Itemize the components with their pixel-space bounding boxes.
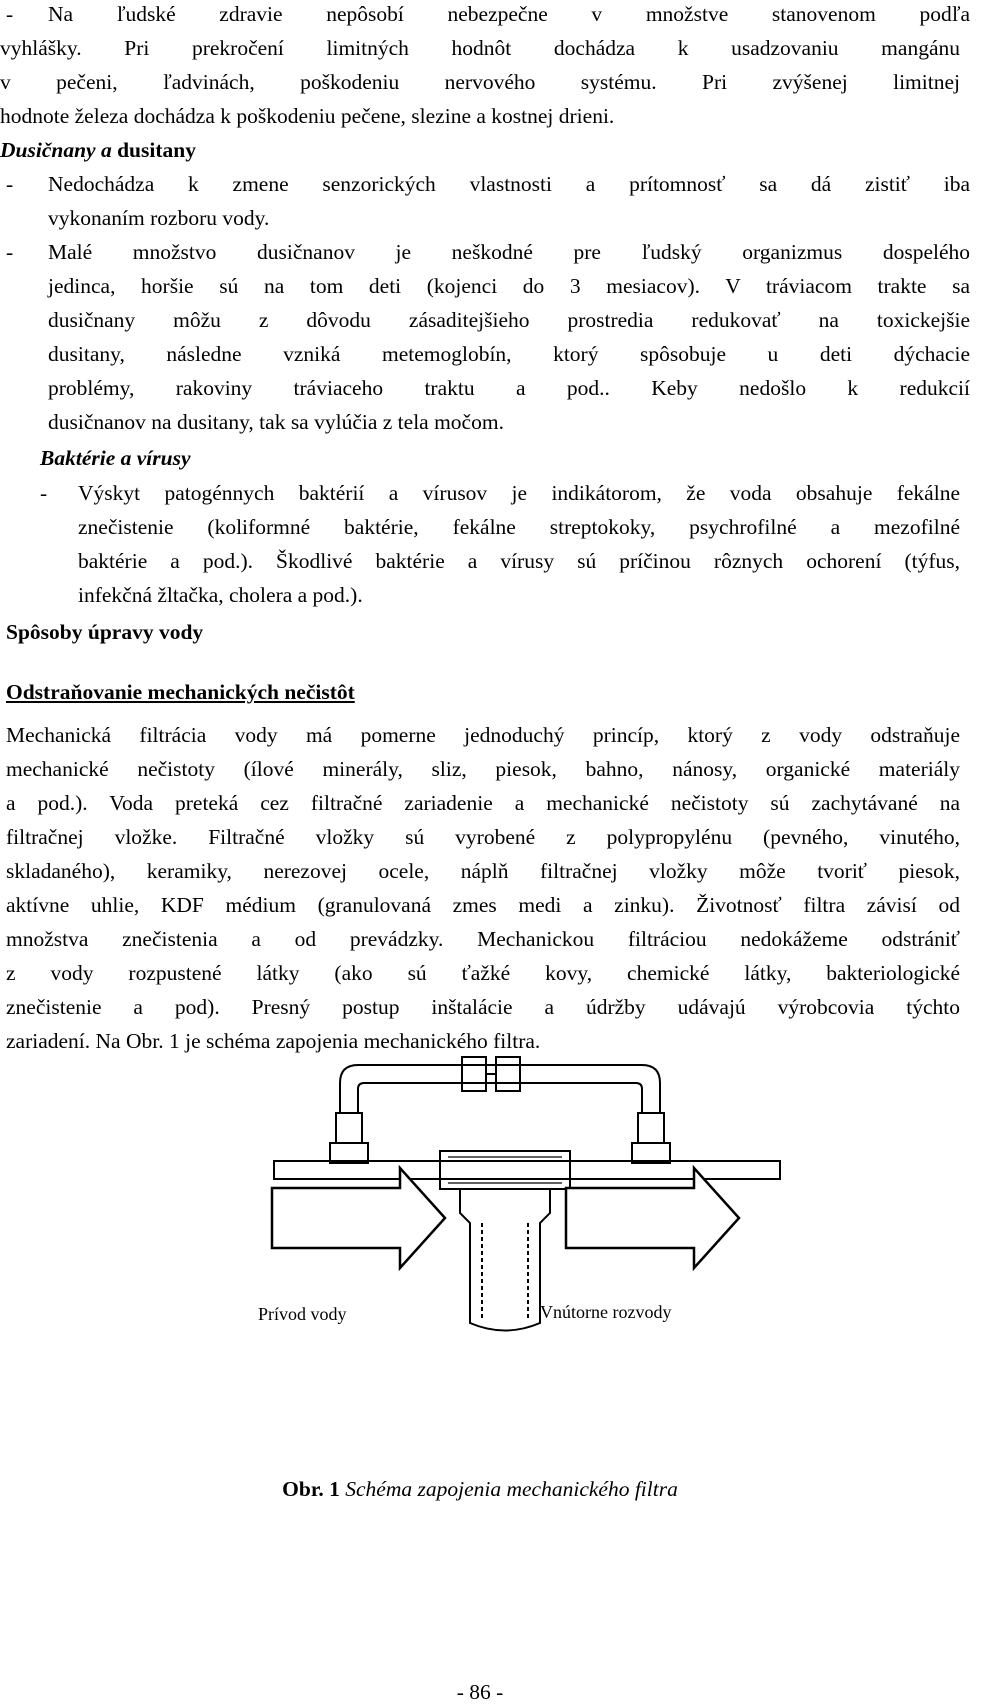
nitrates-b2-line-6: dusičnanov na dusitany, tak sa vylúčia z tela močom.	[48, 410, 504, 434]
page-number: - 86 -	[456, 1679, 504, 1704]
bacteria-line-3: baktérie a pod.). Škodlivé baktérie a vírusy sú príčinou rôznych ochorení (týfus,	[78, 549, 960, 573]
riser-right	[638, 1113, 664, 1143]
filter-bowl	[460, 1189, 550, 1331]
bypass-valve-right	[496, 1057, 520, 1091]
treatment-line-8: z vody rozpustené látky (ako sú ťažké kovy, chemické látky, bakteriologické	[6, 961, 960, 985]
riser-left	[336, 1113, 362, 1143]
label-inlet: Prívod vody	[258, 1304, 347, 1324]
bacteria-line-2: znečistenie (koliformné baktérie, fekálne streptokoky, psychrofilné a mezofilné	[78, 515, 960, 539]
nitrates-heading	[0, 133, 960, 167]
iron-line-2: vyhlášky. Pri prekročení limitných hodnôt dochádza k usadzovaniu mangánu	[0, 36, 960, 60]
outflow-arrow	[566, 1168, 739, 1268]
nitrates-b2-line-5: problémy, rakoviny tráviaceho traktu a pod.. Keby nedošlo k redukcií	[48, 376, 970, 400]
bypass-inner	[358, 1083, 642, 1113]
nitrates-b1-line-2: vykonaním rozboru vody.	[48, 206, 270, 230]
caption-text: Schéma zapojenia mechanického filtra	[345, 1476, 678, 1501]
bypass-valve-left	[462, 1057, 486, 1091]
nitrates-b1-line-1: Nedochádza k zmene senzorických vlastnosti a prítomnosť sa dá zistiť iba	[48, 172, 970, 196]
treatment-subheading: Odstraňovanie mechanických nečistôt	[6, 680, 355, 704]
nitrates-b2-line-1: Malé množstvo dusičnanov je neškodné pre ľudský organizmus dospelého	[48, 240, 970, 264]
document-page: - Na ľudské zdravie nepôsobí nebezpečne v množstve stanovenom podľa vyhlášky. Pri prekročení limitných hodnôt dochádza k usadzovaniu mangánu v pečeni, ľadvinách, poškodeniu nervového systému. Pri zvýšenej limitnej hodnote železa dochádza k poškodeniu pečene, slezine a kostnej drieni. Dusičnany a dusitany - Nedochádza k zmene senzorických vlastnosti a prítomnosť sa dá zistiť iba vykonaním rozboru vody. - Malé množstvo dusičnanov je neškodné pre ľudský organizmus dospelého jedinca, horšie sú na tom deti (kojenci do 3 mesiacov). V tráviacom trakte sa dusičnany môžu z dôvodu zásaditejšieho prostredia redukovať na toxickejšie dusitany, následne vzniká metemoglobín, ktorý spôsobuje u deti dýchacie problémy, rakoviny tráviaceho traktu a pod.. Keby nedošlo k redukcií dusičnanov na dusitany, tak sa vylúčia z tela močom. Baktérie a vírusy - Výskyt patogénnych baktérií a vírusov je indikátorom, že voda obsahuje fekálne znečistenie (koliformné baktérie, fekálne streptokoky, psychrofilné a mezofilné baktérie a pod.). Škodlivé baktérie a vírusy sú príčinou rôznych ochorení (týfus, infekčná žltačka, cholera a pod.). Spôsoby úpravy vody Odstraňovanie mechanických nečistôt Mechanická filtrácia vody má pomerne jednoduchý princíp, ktorý z vody odstraňuje mechanické nečistoty (ílové minerály, sliz, piesok, bahno, nánosy, organické materiály a pod.). Voda preteká cez filtračné zariadenie a mechanické nečistoty sú zachytávané na filtračnej vložke. Filtračné vložky sú vyrobené z polypropylénu (pevného, vinutého, skladaného), keramiky, nerezovej ocele, náplň filtračnej vložky môže tvoriť piesok, aktívne uhlie, KDF médium (granulovaná zmes medi a zinku). Životnosť filtra závisí od množstva znečistenia a od prevádzky. Mechanickou filtráciou nedokážeme odstrániť z vody rozpustené látky (ako sú ťažké kovy, chemické látky, bakteriologické znečistenie a pod). Presný postup inštalácie a údržby udávajú výrobcovia týchto zariadení. Na Obr. 1 je schéma zapojenia mechanického filtra. Prívod vody Vnútorne rozvody Obr. 1 Schéma zapojenia mechanického filtra - 86 -	[0, 0, 960, 1695]
filter-diagram	[258, 1053, 790, 1363]
treatment-line-9: znečistenie a pod). Presný postup inštalácie a údržby udávajú výrobcovia týchto	[6, 995, 960, 1019]
nitrates-b2-line-2: jedinca, horšie sú na tom deti (kojenci do 3 mesiacov). V tráviacom trakte sa	[48, 274, 970, 298]
caption-label: Obr. 1	[282, 1476, 340, 1501]
treatment-line-3: a pod.). Voda preteká cez filtračné zariadenie a mechanické nečistoty sú zachytávané na	[6, 791, 960, 815]
treatment-line-5: skladaného), keramiky, nerezovej ocele, náplň filtračnej vložky môže tvoriť piesok,	[6, 859, 960, 883]
inflow-arrow	[272, 1168, 445, 1268]
filter-diagram-svg	[258, 1053, 790, 1363]
iron-line-3: v pečeni, ľadvinách, poškodeniu nervového systému. Pri zvýšenej limitnej	[0, 70, 960, 94]
treatment-line-10: zariadení. Na Obr. 1 je schéma zapojenia mechanického filtra.	[6, 1029, 541, 1053]
nitrates-heading-rest: dusitany	[117, 138, 196, 162]
bacteria-line-4: infekčná žltačka, cholera a pod.).	[78, 583, 363, 607]
figure-caption	[0, 1477, 960, 1502]
treatment-line-7: množstva znečistenia a od prevádzky. Mechanickou filtráciou nedokážeme odstrániť	[6, 927, 960, 951]
treatment-heading: Spôsoby úpravy vody	[6, 620, 204, 644]
filter-cartridge	[482, 1223, 528, 1318]
label-outlet: Vnútorne rozvody	[540, 1302, 672, 1322]
treatment-line-4: filtračnej vložke. Filtračné vložky sú vyrobené z polypropylénu (pevného, vinutého,	[6, 825, 960, 849]
bacteria-line-1: Výskyt patogénnych baktérií a vírusov je indikátorom, že voda obsahuje fekálne	[78, 481, 960, 505]
nitrates-b2-line-3: dusičnany môžu z dôvodu zásaditejšieho prostredia redukovať na toxickejšie	[48, 308, 970, 332]
iron-line-1: Na ľudské zdravie nepôsobí nebezpečne v množstve stanovenom podľa	[48, 2, 970, 26]
bacteria-heading: Baktérie a vírusy	[40, 446, 191, 470]
bullet-dash: -	[6, 2, 14, 26]
treatment-line-1: Mechanická filtrácia vody má pomerne jednoduchý princíp, ktorý z vody odstraňuje	[6, 723, 960, 747]
nitrates-b2-line-4: dusitany, následne vzniká metemoglobín, ktorý spôsobuje u deti dýchacie	[48, 342, 970, 366]
nitrates-heading-italic: Dusičnany a	[0, 138, 112, 162]
bypass-outer	[340, 1065, 660, 1113]
treatment-line-6: aktívne uhlie, KDF médium (granulovaná zmes medi a zinku). Životnosť filtra závisí od	[6, 893, 960, 917]
iron-line-4: hodnote železa dochádza k poškodeniu pečene, slezine a kostnej drieni.	[0, 104, 615, 128]
treatment-line-2: mechanické nečistoty (ílové minerály, sliz, piesok, bahno, nánosy, organické materiály	[6, 757, 960, 781]
